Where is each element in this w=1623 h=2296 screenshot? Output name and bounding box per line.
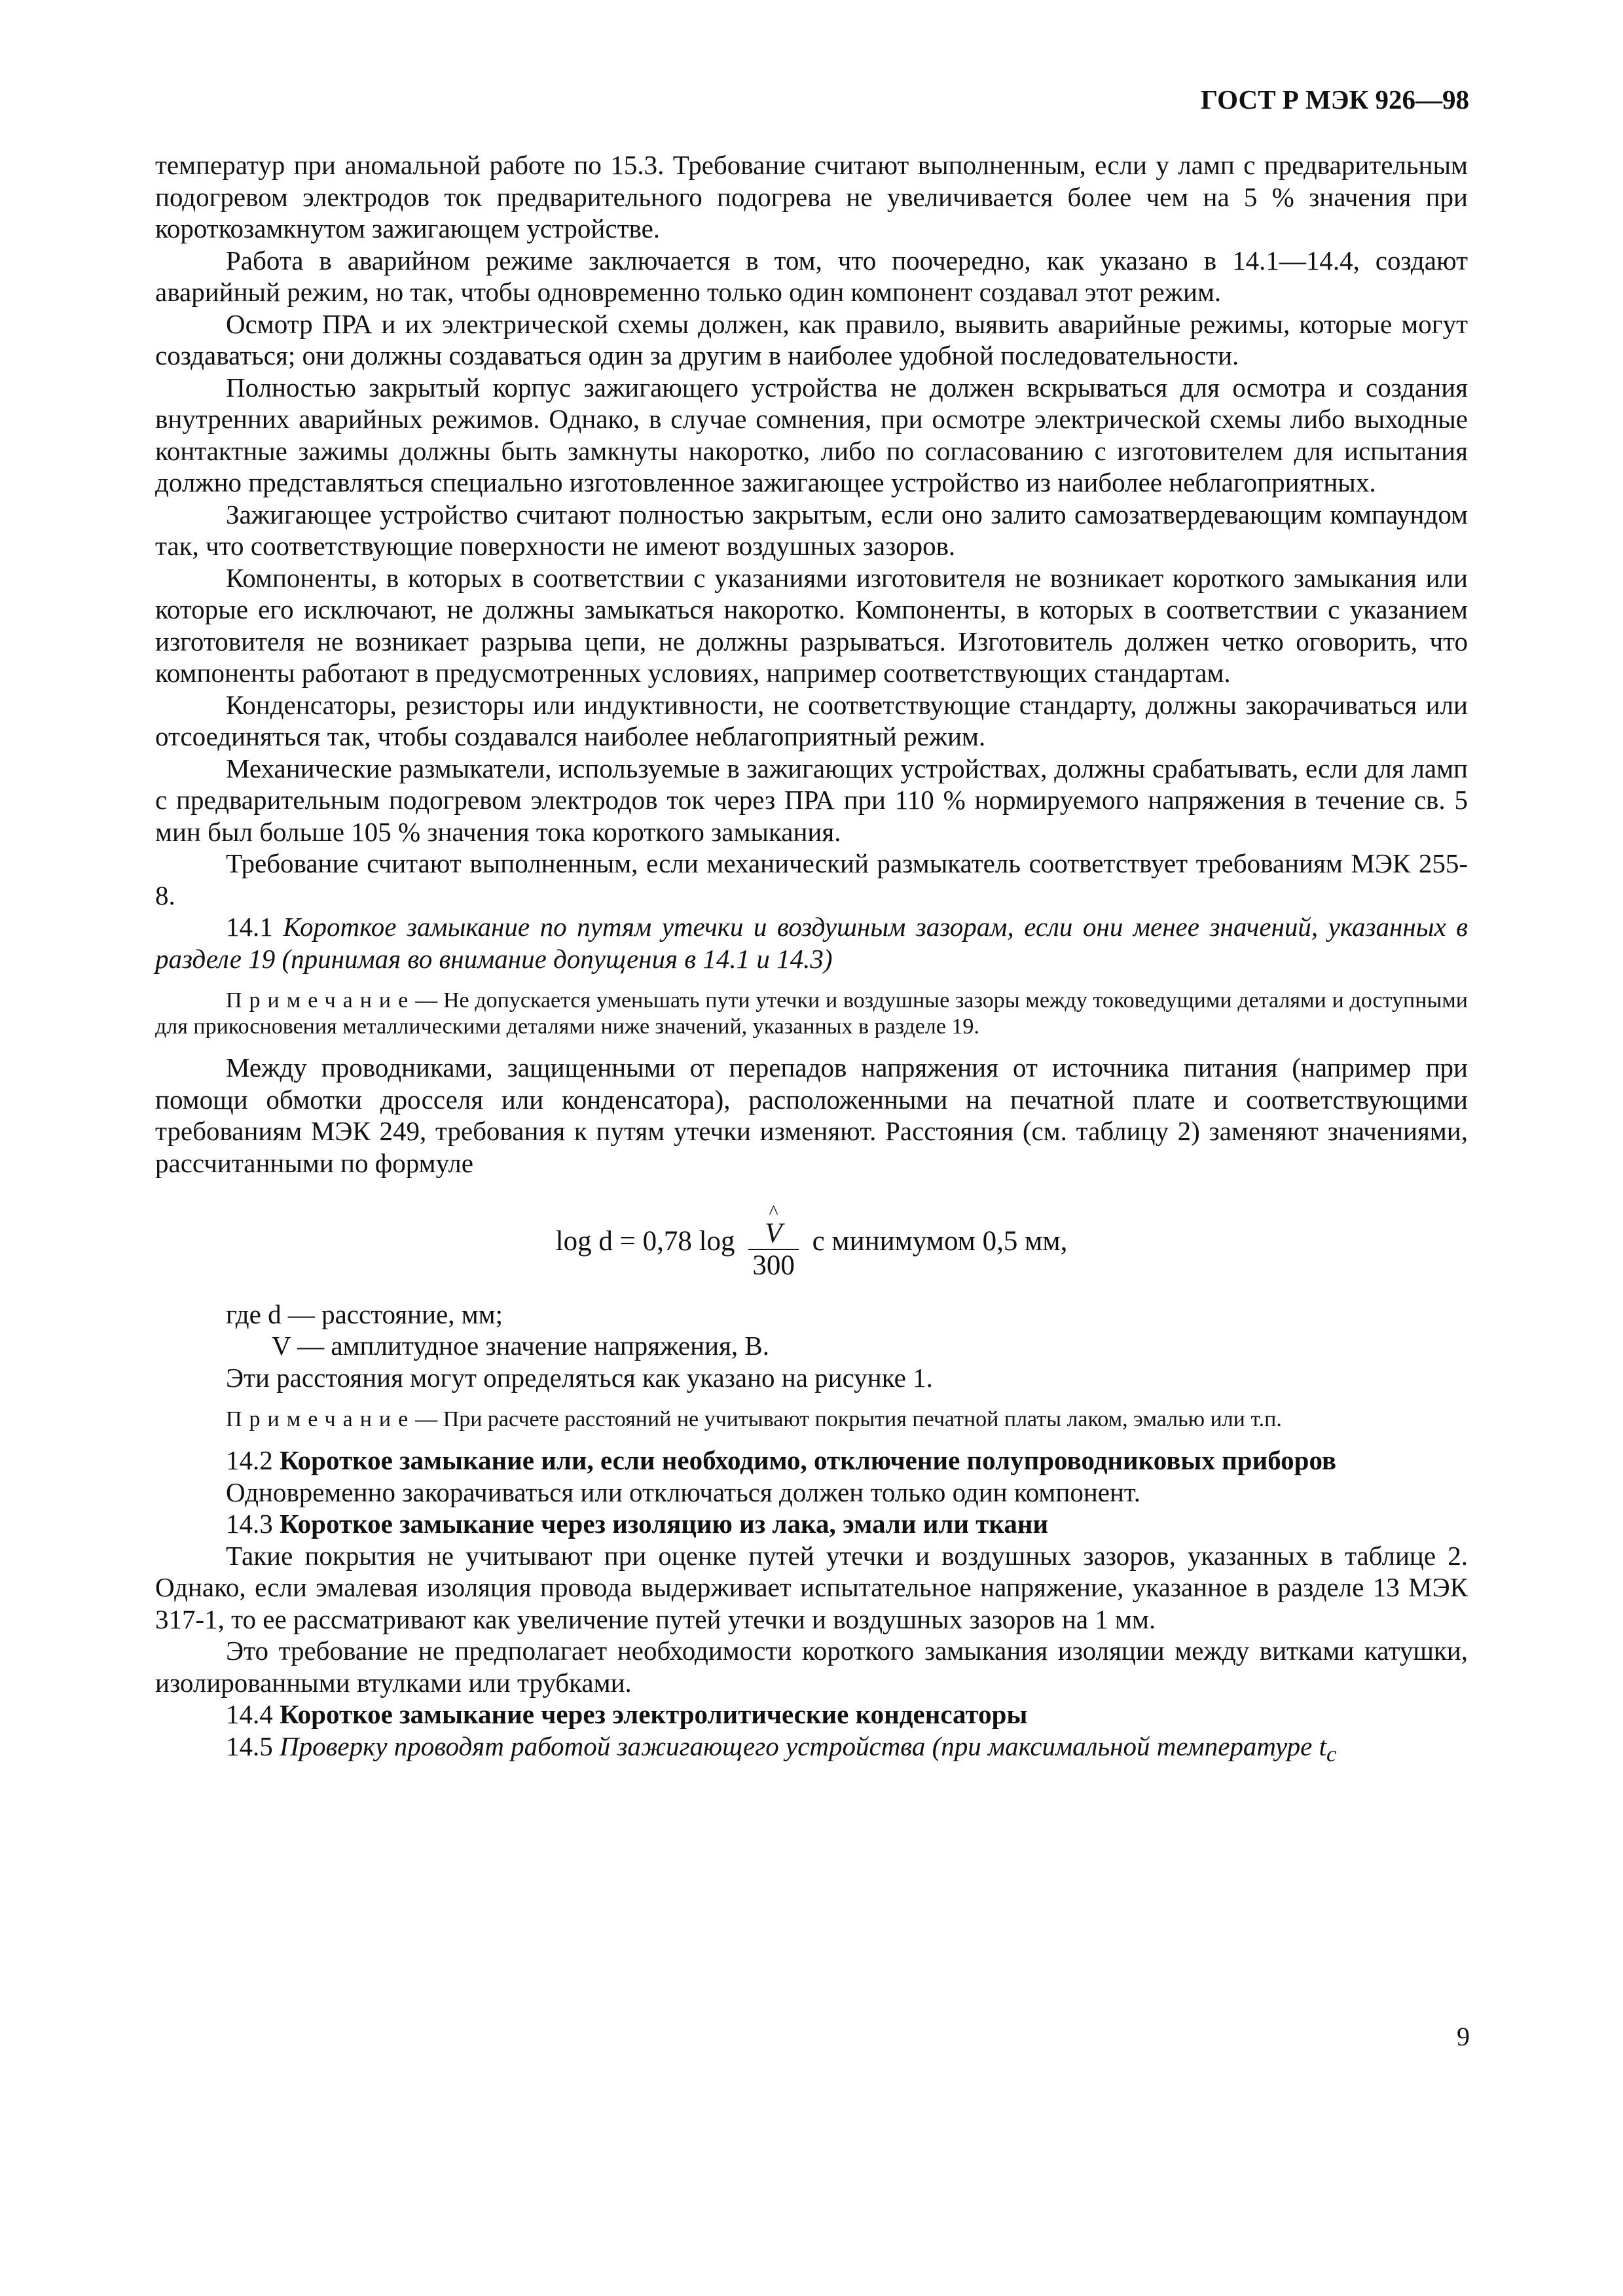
- paragraph: Зажигающее устройство считают полностью закрытым, если оно залито самозатвердевающим компаундом так, что соответствующие поверхности не имеют воздушных зазоров.: [155, 499, 1468, 561]
- paragraph: Конденсаторы, резисторы или индуктивности, не соответствующие стандарту, должны закорачиваться или отсоединяться так, чтобы создавался наиболее неблагоприятный режим.: [155, 689, 1468, 751]
- note-label: Примечание: [226, 1407, 416, 1432]
- section-14-1: [155, 911, 1468, 975]
- where-v: V — амплитудное значение напряжения, В.: [272, 1331, 769, 1361]
- paragraph: Эти расстояния могут определяться как указано на рисунке 1.: [226, 1362, 933, 1393]
- paragraph: Это требование не предполагает необходимости короткого замыкания изоляции между витками катушки, изолированными втулками или трубками.: [155, 1636, 1468, 1698]
- paragraph: Механические размыкатели, используемые в зажигающих устройствах, должны срабатывать, если для ламп с предварительным подогревом электродов ток через ПРА при 110 % нормируемого напряжения в течение св. 5 мин был больше 105 % значения тока короткого замыкания.: [155, 753, 1468, 847]
- note: [155, 988, 1468, 1040]
- paragraph: Между проводниками, защищенными от перепадов напряжения от источника питания (например при помощи обмотки дросселя или конденсатора), расположенными на печатной плате и соответствующими требованиям МЭК 249, требования к путям утечки изменяют. Расстояния (см. таблицу 2) заменяют значениями, рассчитанными по формуле: [155, 1052, 1468, 1178]
- section-14-4: [155, 1698, 1468, 1731]
- paragraph: температур при аномальной работе по 15.3. Требование считают выполненным, если у ламп с предварительным подогревом электродов ток предварительного подогрева не увеличивается более чем на 5 % значения при короткозамкнутом зажигающем устройстве.: [155, 150, 1468, 243]
- formula: [155, 1201, 1468, 1282]
- note-text: — Не допускается уменьшать пути утечки и воздушные зазоры между токоведущими деталями и доступными для прикосновения металлическими деталями ниже значений, указанных в разделе 19.: [155, 988, 1468, 1039]
- page-body: [155, 149, 1468, 1770]
- section-14-2: [155, 1444, 1468, 1477]
- paragraph: Требование считают выполненным, если механический размыкатель соответствует требованиям МЭК 255-8.: [155, 848, 1468, 910]
- note: [155, 1407, 1468, 1433]
- section-number: 14.2: [226, 1445, 273, 1476]
- page-number: 9: [1457, 2022, 1470, 2051]
- paragraph: Компоненты, в которых в соответствии с указаниями изготовителя не возникает короткого замыкания или которые его исключают, не должны замыкаться накоротко. Компоненты, в которых в соответствии с указанием изготовителя не возникает разрыва цепи, не должны разрываться. Изготовитель должен четко оговорить, что компоненты работают в предусмотренных условиях, например соответствующих стандартам.: [155, 562, 1468, 688]
- document-header: ГОСТ Р МЭК 926—98: [1201, 84, 1469, 115]
- section-title: Короткое замыкание через изоляцию из лака, эмали или ткани: [280, 1509, 1049, 1539]
- paragraph: Такие покрытия не учитывают при оценке путей утечки и воздушных зазоров, указанных в таблице 2. Однако, если эмалевая изоляция провода выдерживает испытательное напряжение, указанное в разделе 13 МЭК 317-1, то ее рассматривают как увеличение путей утечки и воздушных зазоров на 1 мм.: [155, 1540, 1468, 1634]
- section-14-5: [155, 1731, 1468, 1771]
- paragraph: Одновременно закорачиваться или отключаться должен только один компонент.: [226, 1477, 1140, 1507]
- formula-left: log d = 0,78 log: [555, 1226, 735, 1257]
- section-14-3: [155, 1508, 1468, 1540]
- paragraph: Осмотр ПРА и их электрической схемы должен, как правило, выявить аварийные режимы, которые могут создаваться; они должны создаваться один за другим в наиболее удобной последовательности.: [155, 308, 1468, 370]
- section-number: 14.3: [226, 1509, 273, 1539]
- subscript: c: [1326, 1742, 1337, 1767]
- section-number: 14.1: [226, 912, 273, 942]
- section-title: Короткое замыкание через электролитические конденсаторы: [280, 1699, 1028, 1730]
- section-text: Проверку проводят работой зажигающего устройства (при максимальной температуре t: [280, 1731, 1326, 1761]
- section-title: Короткое замыкание или, если необходимо, отключение полупроводниковых приборов: [280, 1445, 1337, 1476]
- paragraph: Работа в аварийном режиме заключается в том, что поочередно, как указано в 14.1—14.4, создают аварийный режим, но так, чтобы одновременно только один компонент создавал этот режим.: [155, 245, 1468, 307]
- formula-right: с минимумом 0,5 мм,: [812, 1226, 1068, 1257]
- paragraph: Полностью закрытый корпус зажигающего устройства не должен вскрываться для осмотра и создания внутренних аварийных режимов. Однако, в случае сомнения, при осмотре электрической схемы либо выходные контактные зажимы должны быть замкнуты накоротко, либо по согласованию с изготовителем для испытания должно представляться специально изготовленное зажигающее устройство из наиболее неблагоприятных.: [155, 372, 1468, 497]
- where-d: где d — расстояние, мм;: [226, 1299, 503, 1329]
- fraction-numerator: ^ V: [748, 1206, 799, 1250]
- section-text: Короткое замыкание по путям утечки и воздушным зазорам, если они менее значений, указанных в разделе 19 (принимая во внимание допущения в 14.1 и 14.3): [155, 912, 1468, 974]
- hat-accent: ^: [769, 1201, 778, 1223]
- section-number: 14.5: [226, 1731, 273, 1761]
- formula-fraction: [748, 1201, 799, 1282]
- fraction-denominator: 300: [752, 1250, 795, 1282]
- note-text: — При расчете расстояний не учитывают покрытия печатной платы лаком, эмалью или т.п.: [415, 1407, 1282, 1432]
- note-label: Примечание: [226, 988, 416, 1013]
- section-number: 14.4: [226, 1699, 273, 1730]
